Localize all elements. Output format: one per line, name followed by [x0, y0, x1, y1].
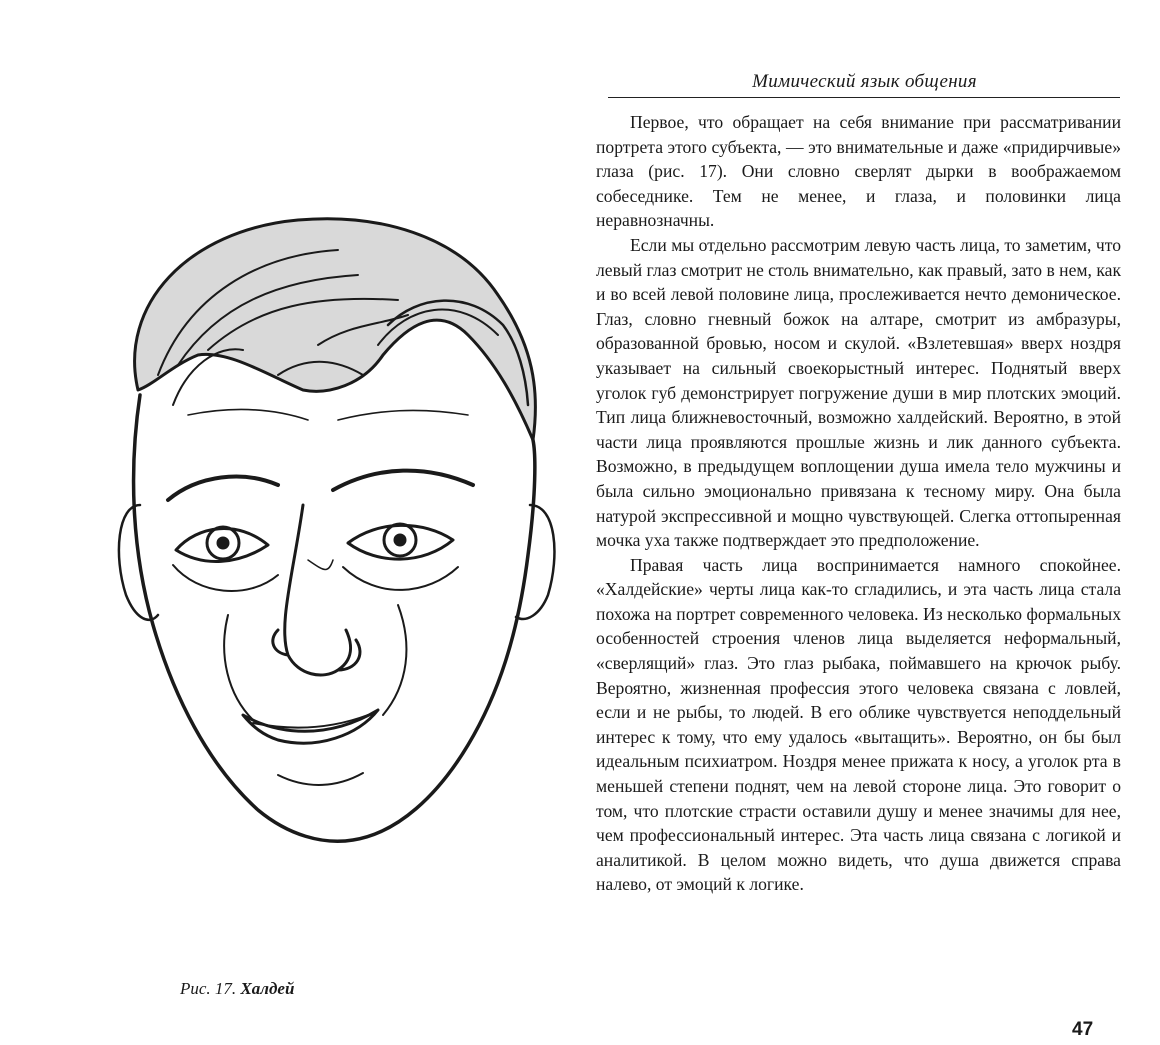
nose: [273, 505, 360, 675]
face-illustration: [78, 175, 568, 875]
face-outline: [134, 395, 535, 841]
paragraph-1: Первое, что обращает на себя внимание при рассматривании портрета этого субъекта, — это внимательные и даже «придирчивые» глаза (рис. 17). Они словно сверлят дырки в воображаемом собеседнике. Тем не менее, и глаза, и половинки лица неравнозначны.: [596, 112, 1121, 231]
caption-prefix: Рис. 17.: [180, 979, 237, 998]
running-header: Мимический язык общения: [752, 71, 977, 92]
caption-title: Халдей: [240, 979, 295, 998]
header-rule: [608, 97, 1120, 98]
page-number: 47: [1072, 1019, 1094, 1040]
figure-caption: [180, 979, 480, 999]
paragraph-2: Если мы отдельно рассмотрим левую часть лица, то заметим, что левый глаз смотрит не столь внимательно, как правый, зато в нем, как и во всей левой половине лица, прослеживается нечто демоническое. Глаз, словно гневный божок на алтаре, смотрит из амбразуры, образованной бровью, носом и скулой. «Взлетевшая» вверх ноздря указывает на сильный своекорыстный интерес. Поднятый вверх уголок губ демонстрирует погружение души в мир плотских эмоций. Тип лица ближневосточный, возможно халдейский. Вероятно, в этой части лица проявляются прошлые жизнь и лик данного субъекта. Возможно, в предыдущем воплощении душа имела тело мужчины и была сильно эмоционально привязана к тесному миру. Она была натурой экспрессивной и мощно чувствующей. Слегка оттопыренная мочка уха также подтверждает это предположение.: [596, 234, 1121, 551]
hair: [135, 219, 536, 440]
right-brow: [333, 471, 473, 490]
left-brow: [168, 477, 278, 500]
body-text: [596, 110, 1121, 897]
paragraph-3: Правая часть лица воспринимается намного спокойнее. «Халдейские» черты лица как-то сгладились, и эта часть лица стала похожа на портрет современного человека. Из несколько формальных особенностей строения членов лица выделяется неформальный, «сверлящий» глаз. Это глаз рыбака, поймавшего на крючок рыбу. Вероятно, жизненная профессия этого человека связана с ловлей, если и не рыбы, то людей. В его облике чувствуется неподдельный интерес к тому, что ему удалось «вытащить». Вероятно, он бы был идеальным психиатром. Ноздря менее прижата к носу, а уголок рта в меньшей степени поднят, чем на левой стороне лица. Это говорит о том, что плотские страсти оставили душу и менее значимы для нее, чем профессиональный интерес. Эта часть лица связана с логикой и аналитикой. В целом можно видеть, что душа движется справа налево, от эмоций к логике.: [596, 554, 1121, 895]
